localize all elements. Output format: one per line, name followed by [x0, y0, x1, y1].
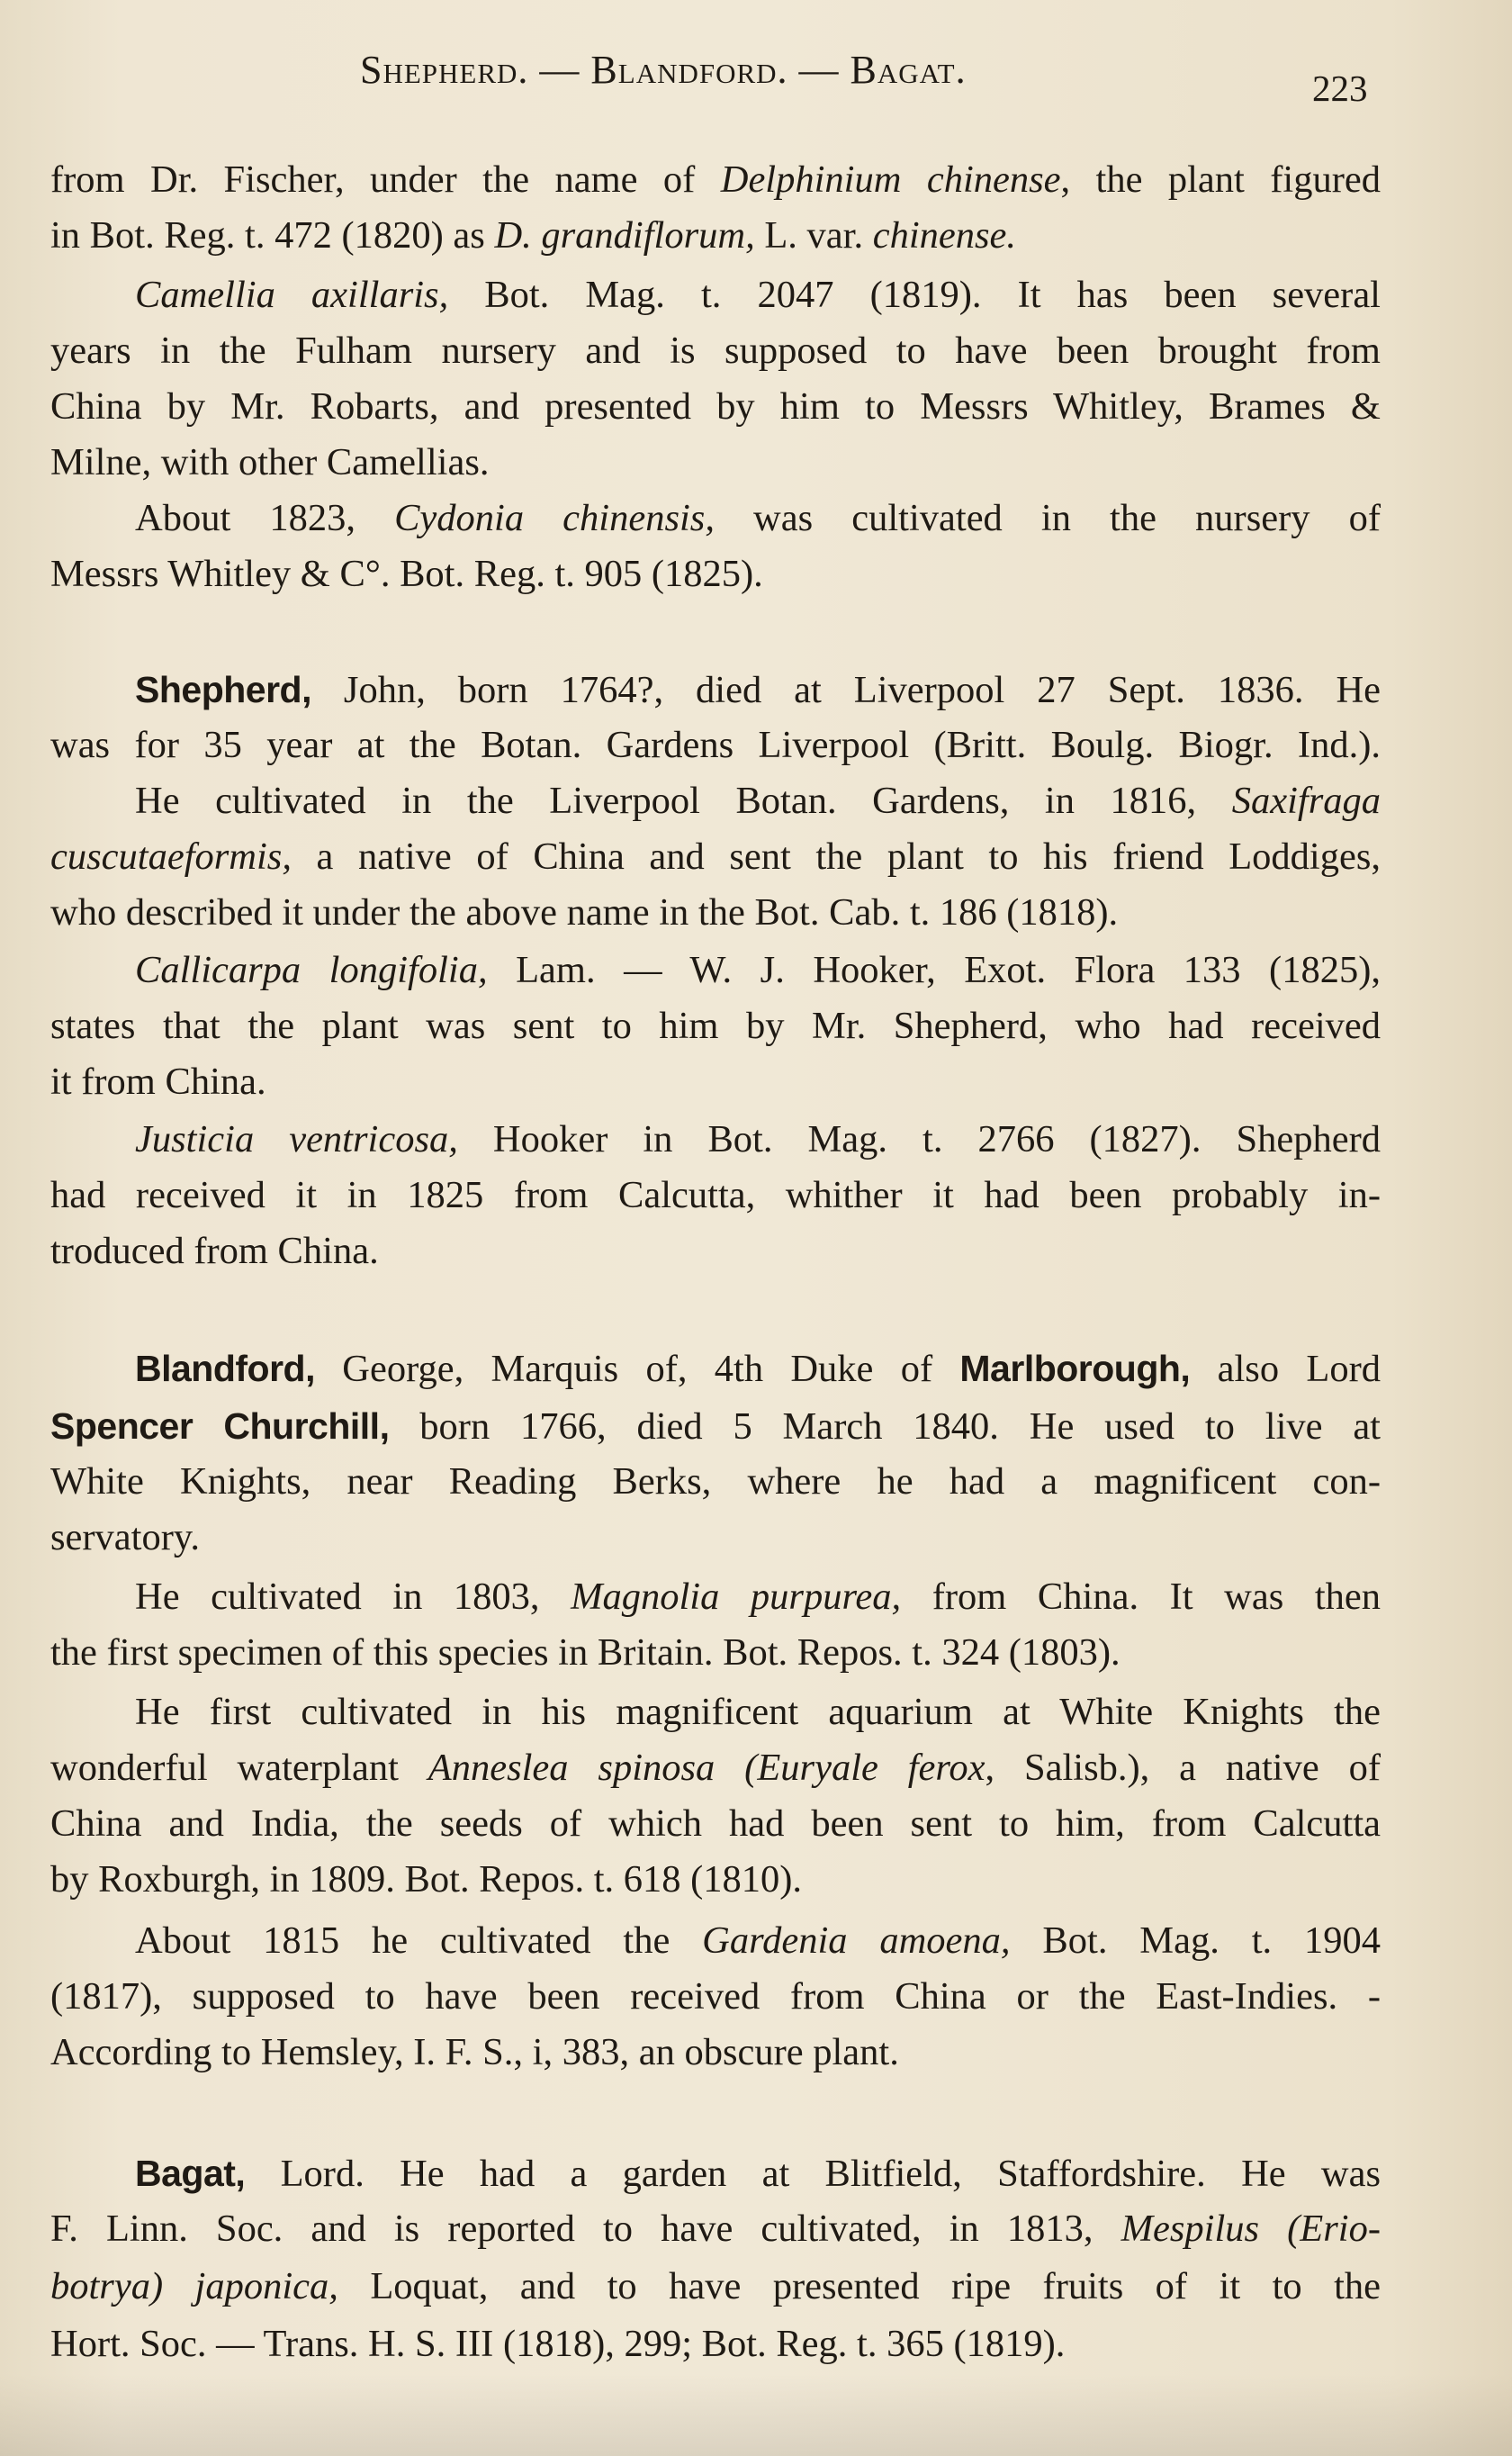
- text-span: Loquat, and to have presented ripe fruits of it to the: [338, 2265, 1381, 2307]
- text-line: [135, 945, 1381, 996]
- text-line: [50, 2027, 1381, 2078]
- text-span: states that the plant was sent to him by Mr. Shepherd, who had received: [50, 1005, 1381, 1047]
- text-line: [50, 438, 1381, 488]
- text-line: [135, 1687, 1381, 1738]
- italic-text: Camellia axillaris,: [135, 274, 449, 316]
- text-span: in Bot. Reg. t. 472 (1820) as: [50, 214, 495, 257]
- text-span: , Salisb.), a native of: [985, 1747, 1381, 1789]
- text-span: George, Marquis of, 4th Duke of: [314, 1348, 960, 1390]
- text-span: troduced from China.: [50, 1230, 379, 1272]
- text-span: was cultivated in the nursery of: [714, 497, 1381, 539]
- text-line: [50, 1001, 1381, 1052]
- text-line: [50, 1628, 1381, 1678]
- text-line: [50, 1401, 1381, 1451]
- text-line: [50, 1855, 1381, 1905]
- italic-text: Justicia ventricosa,: [135, 1118, 458, 1160]
- entry-heading: Bagat,: [135, 2153, 246, 2194]
- italic-text: botrya) japonica,: [50, 2265, 338, 2307]
- italic-text: Mespilus (Erio-: [1120, 2208, 1382, 2250]
- text-line: [135, 664, 1381, 715]
- italic-text: Cydonia chinensis,: [394, 497, 715, 539]
- entry-heading: Blandford,: [135, 1348, 315, 1389]
- text-line: [50, 832, 1381, 882]
- text-span: He cultivated in 1803,: [135, 1576, 572, 1618]
- text-span: who described it under the above name in the Bot. Cab. t. 186 (1818).: [50, 891, 1119, 934]
- text-line: [50, 1799, 1381, 1849]
- italic-text: Saxifraga: [1231, 780, 1381, 822]
- text-line: [50, 2319, 1381, 2370]
- text-span: it from China.: [50, 1061, 266, 1103]
- text-span: also Lord: [1190, 1348, 1381, 1390]
- text-span: was for 35 year at the Botan. Gardens Liverpool (Britt. Boulg. Biogr. Ind.).: [50, 724, 1381, 766]
- text-span: had received it in 1825 from Calcutta, whither it had been probably in-: [50, 1174, 1381, 1216]
- text-span: from Dr. Fischer, under the name of: [50, 158, 721, 201]
- text-span: He first cultivated in his magnificent aquarium at White Knights the: [135, 1691, 1381, 1733]
- text-span: a native of China and sent the plant to his friend Loddiges,: [291, 835, 1381, 878]
- text-line: [50, 1512, 1381, 1563]
- text-span: servatory.: [50, 1516, 200, 1558]
- text-line: [135, 1115, 1381, 1165]
- text-span: L. var.: [754, 214, 873, 257]
- text-span: (1817), supposed to have been received from China or the East-Indies. -: [50, 1975, 1381, 2018]
- entry-heading: Spencer Churchill,: [50, 1405, 390, 1447]
- text-span: China and India, the seeds of which had been sent to him, from Calcutta: [50, 1802, 1381, 1845]
- text-line: [135, 776, 1381, 826]
- text-line: [50, 326, 1381, 376]
- italic-text: cuscutaeformis,: [50, 835, 292, 878]
- italic-text: Anneslea spinosa (Euryale ferox: [428, 1747, 986, 1789]
- entry-heading: Marlborough,: [959, 1348, 1191, 1389]
- text-line: [135, 2148, 1381, 2199]
- text-line: [135, 1916, 1381, 1966]
- text-span: wonderful waterplant: [50, 1747, 428, 1789]
- text-span: According to Hemsley, I. F. S., i, 383, an obscure plant.: [50, 2031, 899, 2073]
- text-line: [50, 720, 1381, 771]
- text-line: [50, 1170, 1381, 1221]
- text-span: years in the Fulham nursery and is supposed to have been brought from: [50, 330, 1381, 372]
- text-span: White Knights, near Reading Berks, where he had a magnificent con-: [50, 1460, 1381, 1503]
- text-span: Hooker in Bot. Mag. t. 2766 (1827). Shepherd: [457, 1118, 1381, 1160]
- text-line: [50, 1972, 1381, 2022]
- italic-text: Delphinium chinense: [720, 158, 1061, 201]
- text-span: from China. It was then: [901, 1576, 1381, 1618]
- page-shadow: [0, 2375, 1512, 2456]
- text-line: [50, 549, 1381, 600]
- text-line: [135, 493, 1381, 544]
- text-span: born 1766, died 5 March 1840. He used to live at: [389, 1405, 1381, 1448]
- text-span: the first specimen of this species in Britain. Bot. Repos. t. 324 (1803).: [50, 1631, 1120, 1674]
- italic-text: Magnolia purpurea,: [571, 1576, 902, 1618]
- text-span: , the plant figured: [1060, 158, 1381, 201]
- text-span: by Roxburgh, in 1809. Bot. Repos. t. 618 (1810).: [50, 1858, 803, 1901]
- italic-text: chinense.: [872, 214, 1017, 257]
- page-number: 223: [1312, 68, 1368, 109]
- text-line: [135, 1572, 1381, 1622]
- text-line: [50, 1457, 1381, 1507]
- text-line: [50, 155, 1381, 205]
- text-line: [50, 2262, 1381, 2312]
- text-line: [50, 888, 1381, 938]
- text-span: Bot. Mag. t. 1904: [1010, 1919, 1381, 1962]
- italic-text: Gardenia amoena,: [702, 1919, 1011, 1962]
- text-span: Lam. — W. J. Hooker, Exot. Flora 133 (1825),: [487, 949, 1381, 991]
- text-span: About 1815 he cultivated the: [135, 1919, 703, 1962]
- text-line: [135, 270, 1381, 321]
- text-line: [50, 1057, 1381, 1107]
- text-line: [50, 382, 1381, 432]
- text-line: [50, 2204, 1381, 2254]
- text-line: [50, 1226, 1381, 1277]
- text-span: Bot. Mag. t. 2047 (1819). It has been several: [448, 274, 1381, 316]
- text-span: John, born 1764?, died at Liverpool 27 Sept. 1836. He: [310, 669, 1381, 711]
- entry-heading: Shepherd,: [135, 669, 311, 710]
- text-span: Milne, with other Camellias.: [50, 441, 490, 483]
- text-span: He cultivated in the Liverpool Botan. Gardens, in 1816,: [135, 780, 1232, 822]
- text-span: Hort. Soc. — Trans. H. S. III (1818), 299; Bot. Reg. t. 365 (1819).: [50, 2323, 1066, 2365]
- running-header: Shepherd. — Blandford. — Bagat.: [360, 48, 967, 92]
- text-line: [50, 1743, 1381, 1793]
- text-line: [135, 1343, 1381, 1394]
- text-span: F. Linn. Soc. and is reported to have cultivated, in 1813,: [50, 2208, 1121, 2250]
- text-span: China by Mr. Robarts, and presented by him to Messrs Whitley, Brames &: [50, 385, 1381, 428]
- italic-text: Callicarpa longifolia,: [135, 949, 488, 991]
- italic-text: D. grandiflorum,: [494, 214, 755, 257]
- text-line: [50, 211, 1381, 261]
- text-span: Messrs Whitley & C°. Bot. Reg. t. 905 (1825).: [50, 553, 763, 595]
- text-span: About 1823,: [135, 497, 395, 539]
- text-span: Lord. He had a garden at Blitfield, Staffordshire. He was: [245, 2153, 1381, 2195]
